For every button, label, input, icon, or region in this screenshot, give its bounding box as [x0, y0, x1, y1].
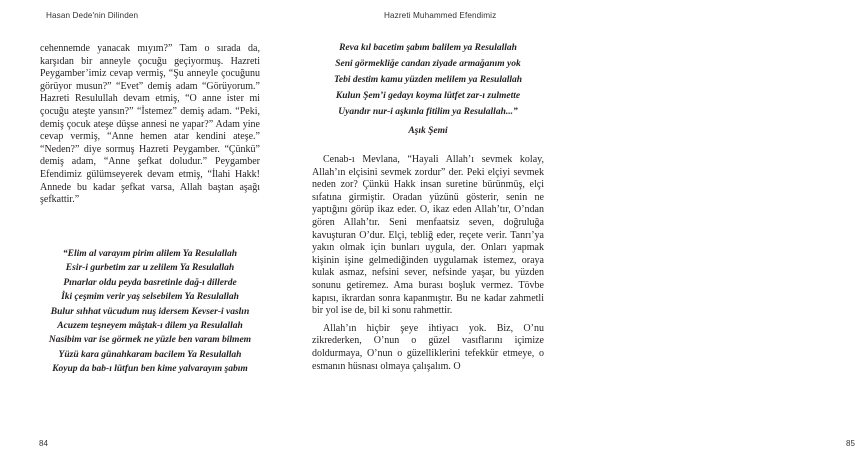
- right-page-number: 85: [846, 439, 855, 448]
- poem-line: Nasibim var ise görmek ne yüzle ben varam bilmem: [48, 335, 252, 346]
- poem-line: Reva kıl bacetim şabım balilem ya Resulallah: [339, 43, 517, 53]
- left-running-head: Hasan Dede'nin Dilinden: [46, 11, 139, 20]
- poem-line: Koyup da bab-ı lütfun ben kime yalvarayım şabım: [52, 364, 248, 375]
- right-body-text: [312, 154, 544, 373]
- poem-line: Uyandır nur-i aşkınla fitilim ya Resulallah...”: [338, 107, 518, 117]
- left-paragraph-1: cehennemde yanacak mıyım?” Tam o sırada da, karşıdan bir anneyle çocuğu geçiyormuş. Hazreti Peygamber’imiz cevap vermiş, “Şu anneyle çocuğunu görüyor musun?” “Evet” demiş adam “Görüyorum.” Hazreti Resulullah devam etmiş, “O anne ister mi çocuğu ateşte yansın?” “İstemez” demiş adam. “Peki, demiş çocuk ateşe düşse annesi ne yapar?” Adam yine cevap vermiş, “Anne hemen atar kendini ateşe.” “Neden?” diye sormuş Hazreti Peygamber. “Çünkü” demiş adam, “Anne şefkat doludur.” Peygamber Efendimiz gülümseyerek devam etmiş, “İlahi Hakk! Annede bu kadar şefkat varsa, Allah baştan aşağı şefkattir.”: [40, 43, 260, 206]
- left-poem: [40, 247, 260, 377]
- right-running-head: Hazreti Muhammed Efendimiz: [384, 11, 497, 20]
- poem-line: Kulun Şem’i gedayı koyma lütfet zar-ı zulmette: [335, 91, 521, 101]
- left-page-number: 84: [39, 439, 48, 448]
- poem-line: Seni görmekliğe candan ziyade armağanım yok: [335, 59, 521, 69]
- left-body-text: [40, 43, 260, 207]
- poem-line: Acuzem teşneyem mâştak-ı dilem ya Resulallah: [57, 321, 243, 332]
- poem-line: Esir-i gurbetim zar u zelilem Ya Resulallah: [65, 263, 235, 274]
- right-paragraph-2: Allah’ın hiçbir şeye ihtiyacı yok. Biz, O’nu zikrederken, O’nun o güzel vasıflarını içimize doldurmaya, O’nun o güzelliklerini tefekkür etmeye, o esmanın hüsnası olmaya çalışalım. O: [312, 322, 544, 372]
- right-poem: [306, 40, 550, 139]
- poem-line: Bulur sıhhat vücudum nuş idersem Kevser-i vaslın: [50, 306, 250, 317]
- poem-line: “Elim al varayım pirim alilem Ya Resulallah: [62, 249, 238, 259]
- poem-line: Yüzü kara günahkaram bacilem Ya Resulallah: [58, 349, 242, 360]
- right-paragraph-1: Cenab-ı Mevlana, “Hayali Allah’ı sevmek kolay, Allah’ın elçisini sevmek zordur” der. Peki elçiyi sevmek neden zor? Çünkü Hakk insan suretine bürünmüş, elçi sıfatına girmiştir. Oradan yüzünü gösterir, senin ne yaptığını görüp ikaz eder. O, ikaz eden Allah’tır, O’ndan gören Allah’tır. Seni menfaatsiz seven, doğruluğa kavuşturan O’dur. Elçi, tebliğ eder, reçete verir. Tanrı’ya yakın olmak için bunları uygula, der. Onları yapmak kişinin işine gelmediğinden uygulamak istemez, oraya kulak asmaz, nefsini sever, nefsinde yaşar, bu yüzden sonunu getiremez. Ama burası boşluk vermez. Tövbe kapısı, ikrardan sonra kapanmıştır. Bu ne kadar zahmetli bir yol ise de, bil ki sonu rahmettir.: [312, 154, 544, 317]
- left-page: [0, 0, 300, 463]
- poem-line: Pınarlar oldu peyda basretinle dağ-ı dillerde: [63, 277, 237, 288]
- poem-line: Tebi destim kamu yüzden melilem ya Resulallah: [333, 75, 523, 85]
- poem-line: İki çeşmim verir yaş selsebilem Ya Resulallah: [61, 292, 239, 303]
- poem-attribution: Aşık Şemi: [408, 126, 448, 136]
